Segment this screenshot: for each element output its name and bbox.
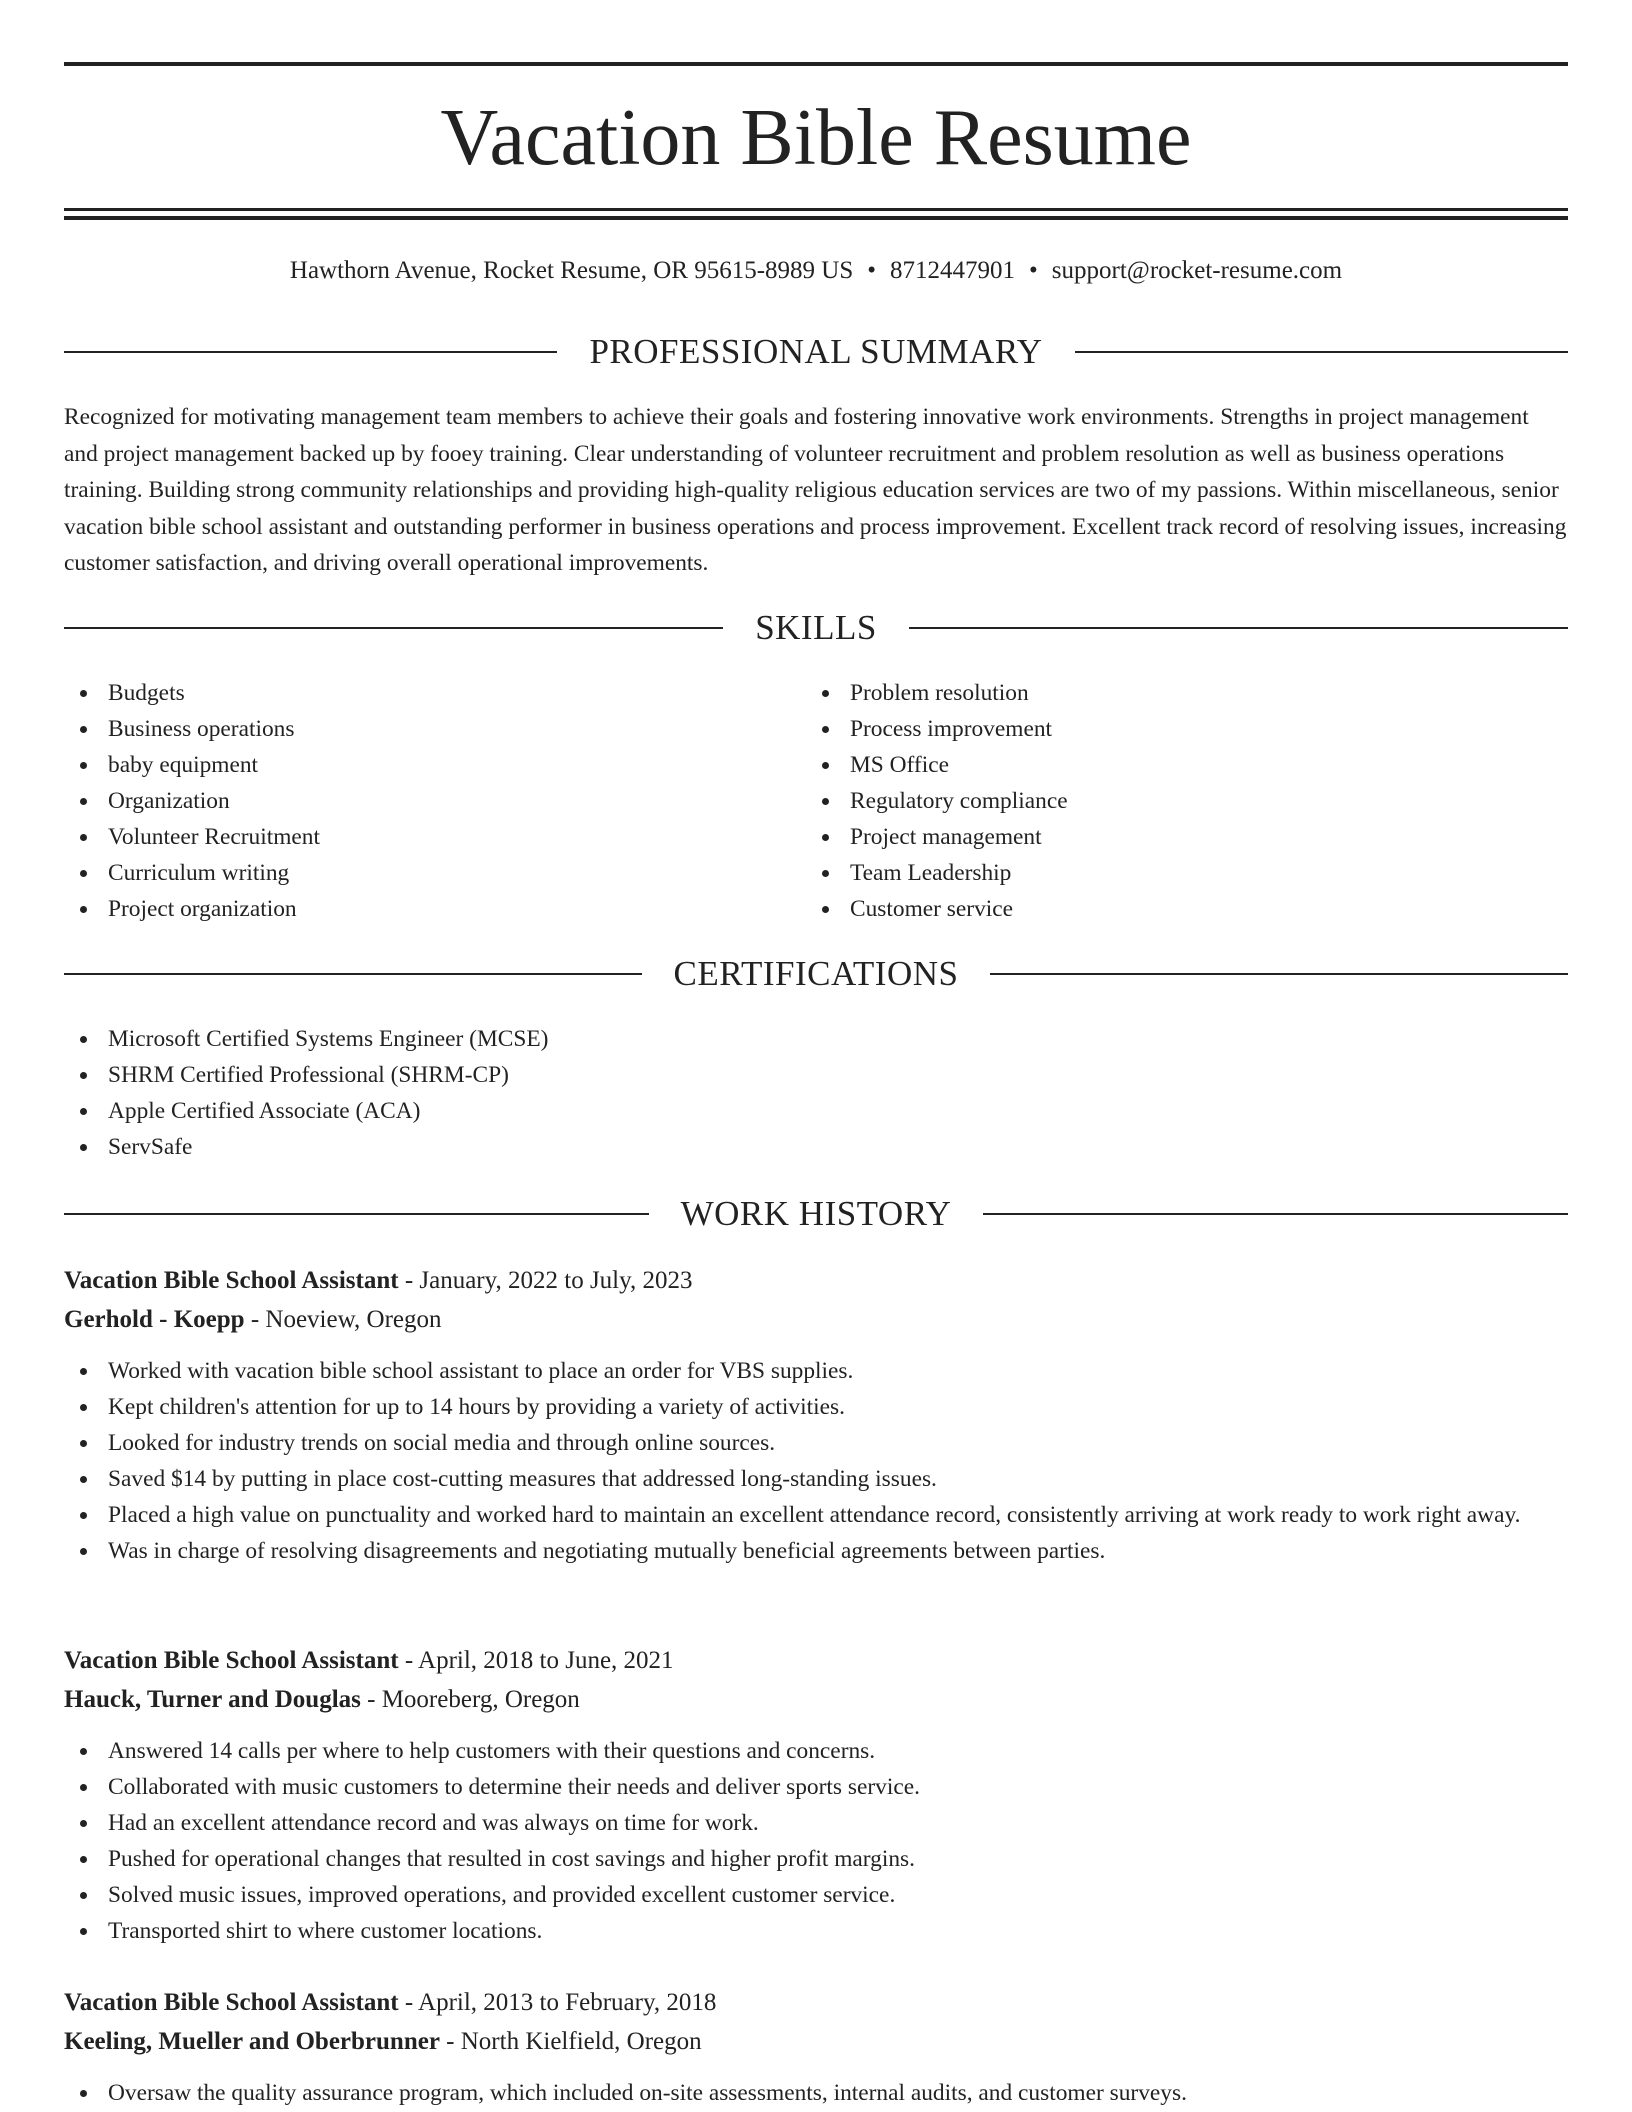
certification-item: Microsoft Certified Systems Engineer (MCSE) <box>64 1021 548 1057</box>
skill-item: Business operations <box>64 711 320 747</box>
job-dates: - January, 2022 to July, 2023 <box>398 1267 693 1294</box>
job-bullets <box>64 2075 1568 2111</box>
skill-item: Volunteer Recruitment <box>64 819 320 855</box>
contact-phone: 8712447901 <box>890 257 1016 284</box>
job-bullet: Transported shirt to where customer locations. <box>64 1913 1568 1949</box>
job-bullet: Was in charge of resolving disagreements and negotiating mutually beneficial agreements between parties. <box>64 1533 1568 1569</box>
job-location: - North Kielfield, Oregon <box>439 2028 702 2055</box>
skill-item: Customer service <box>806 891 1068 927</box>
heading-rule <box>983 1213 1568 1215</box>
job-location: - Noeview, Oregon <box>244 1306 442 1333</box>
section-heading-skills <box>64 606 1568 650</box>
job-title-line <box>64 1262 1568 1300</box>
job-bullet: Saved $14 by putting in place cost-cutting measures that addressed long-standing issues. <box>64 1461 1568 1497</box>
contact-email: support@rocket-resume.com <box>1051 257 1343 284</box>
header-rule-lower <box>64 216 1568 220</box>
top-rule <box>64 62 1568 66</box>
job-dates: - April, 2018 to June, 2021 <box>398 1647 674 1674</box>
job-company-line <box>64 2023 1568 2061</box>
section-title: PROFESSIONAL SUMMARY <box>589 332 1043 371</box>
certification-item: ServSafe <box>64 1129 548 1165</box>
heading-rule <box>909 627 1568 629</box>
heading-rule <box>64 627 723 629</box>
job-position: Vacation Bible School Assistant <box>64 1989 399 2016</box>
job-bullet: Answered 14 calls per where to help customers with their questions and concerns. <box>64 1733 1568 1769</box>
job-bullet: Oversaw the quality assurance program, which included on-site assessments, internal audits, and customer surveys. <box>64 2075 1568 2111</box>
job-bullet: Looked for industry trends on social media and through online sources. <box>64 1425 1568 1461</box>
job-company-line <box>64 1301 1568 1339</box>
section-heading-certifications <box>64 952 1568 996</box>
skill-item: Regulatory compliance <box>806 783 1068 819</box>
section-heading-summary <box>64 330 1568 374</box>
job-entry <box>64 1984 1568 2111</box>
skill-item: Problem resolution <box>806 675 1068 711</box>
skill-item: Curriculum writing <box>64 855 320 891</box>
skill-item: Process improvement <box>806 711 1068 747</box>
summary-text: Recognized for motivating management team members to achieve their goals and fostering innovative work environments. Strengths in project management and project management backed up by fooey training. Clear understanding of volunteer recruitment and problem resolution as well as business operations training. Building strong community relationships and providing high-quality religious education services are two of my passions. Within miscellaneous, senior vacation bible school assistant and outstanding performer in business operations and process improvement. Excellent track record of resolving issues, increasing customer satisfaction, and driving overall operational improvements. <box>64 404 1567 576</box>
certifications-list <box>64 1021 548 1165</box>
heading-rule <box>64 351 557 353</box>
job-title-line <box>64 1984 1568 2022</box>
header-rule-upper <box>64 208 1568 211</box>
skill-item: Project organization <box>64 891 320 927</box>
job-bullet: Solved music issues, improved operations, and provided excellent customer service. <box>64 1877 1568 1913</box>
job-bullet: Placed a high value on punctuality and worked hard to maintain an excellent attendance record, consistently arriving at work ready to work right away. <box>64 1497 1568 1533</box>
job-bullet: Worked with vacation bible school assistant to place an order for VBS supplies. <box>64 1353 1568 1389</box>
skills-list-right <box>806 675 1068 927</box>
skill-item: Organization <box>64 783 320 819</box>
heading-rule <box>990 973 1568 975</box>
skill-item: Budgets <box>64 675 320 711</box>
job-bullet: Had an excellent attendance record and was always on time for work. <box>64 1805 1568 1841</box>
section-title: SKILLS <box>755 608 877 647</box>
job-bullet: Kept children's attention for up to 14 hours by providing a variety of activities. <box>64 1389 1568 1425</box>
skill-item: Project management <box>806 819 1068 855</box>
certification-item: SHRM Certified Professional (SHRM-CP) <box>64 1057 548 1093</box>
contact-separator: • <box>1029 257 1038 284</box>
job-entry <box>64 1642 1568 1949</box>
job-company-line <box>64 1681 1568 1719</box>
job-bullet: Collaborated with music customers to determine their needs and deliver sports service. <box>64 1769 1568 1805</box>
contact-separator: • <box>867 257 877 284</box>
skill-item: MS Office <box>806 747 1068 783</box>
section-title: CERTIFICATIONS <box>673 954 959 993</box>
contact-line <box>64 255 1568 287</box>
heading-rule <box>1075 351 1568 353</box>
heading-rule <box>64 1213 649 1215</box>
job-bullets <box>64 1733 1568 1949</box>
job-position: Vacation Bible School Assistant <box>64 1647 399 1674</box>
certification-item: Apple Certified Associate (ACA) <box>64 1093 548 1129</box>
job-dates: - April, 2013 to February, 2018 <box>398 1989 717 2016</box>
job-company: Keeling, Mueller and Oberbrunner <box>64 2028 440 2055</box>
job-entry <box>64 1262 1568 1569</box>
resume-name: Vacation Bible Resume <box>440 94 1192 182</box>
job-company: Gerhold - Koepp <box>64 1306 245 1333</box>
contact-address: Hawthorn Avenue, Rocket Resume, OR 95615-8989 US <box>289 257 854 284</box>
skills-list-left <box>64 675 320 927</box>
skill-item: baby equipment <box>64 747 320 783</box>
job-title-line <box>64 1642 1568 1680</box>
job-company: Hauck, Turner and Douglas <box>64 1686 361 1713</box>
section-heading-work-history <box>64 1192 1568 1236</box>
job-location: - Mooreberg, Oregon <box>360 1686 580 1713</box>
skill-item: Team Leadership <box>806 855 1068 891</box>
heading-rule <box>64 973 642 975</box>
job-bullets <box>64 1353 1568 1569</box>
job-position: Vacation Bible School Assistant <box>64 1267 399 1294</box>
job-bullet: Pushed for operational changes that resulted in cost savings and higher profit margins. <box>64 1841 1568 1877</box>
section-title: WORK HISTORY <box>680 1194 952 1233</box>
